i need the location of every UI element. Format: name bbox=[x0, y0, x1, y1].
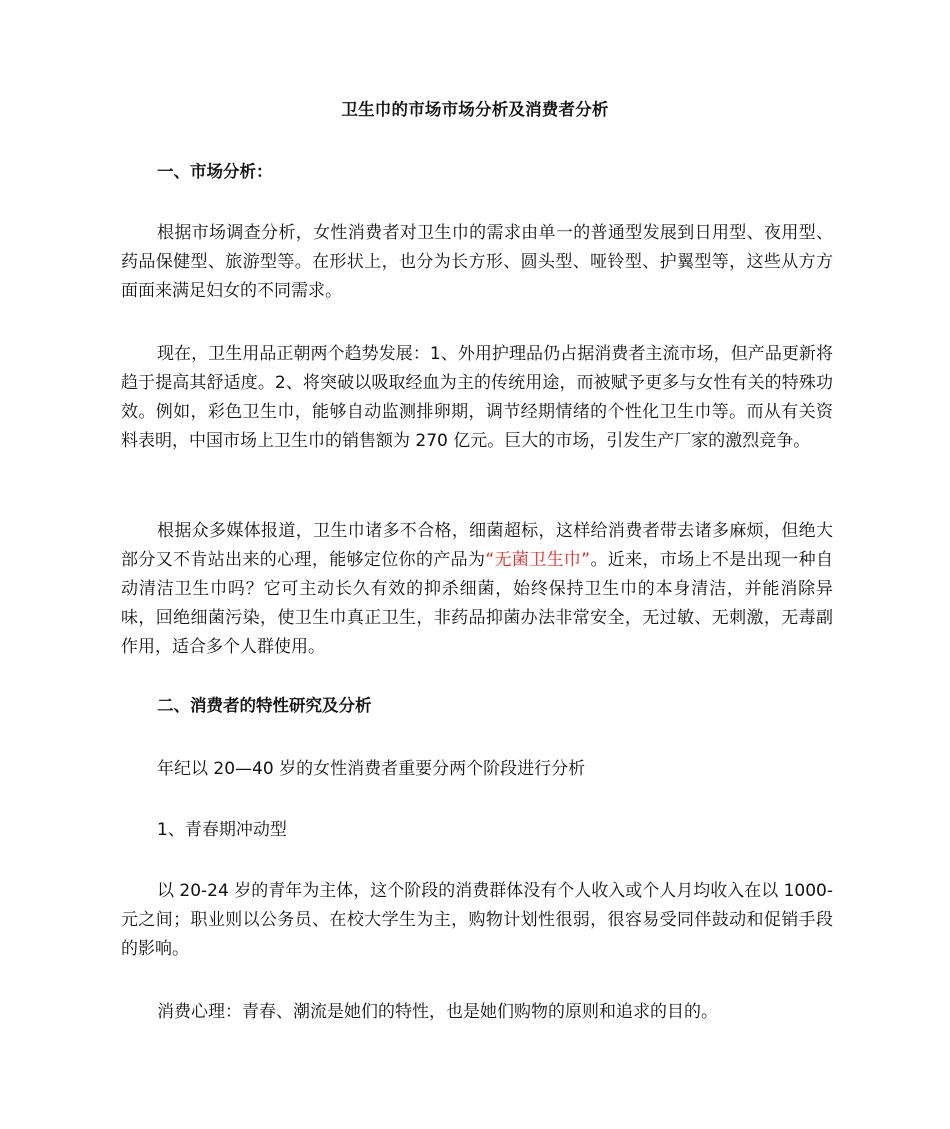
highlight-product-name: “无菌卫生巾” bbox=[485, 550, 591, 570]
paragraph-market-positioning bbox=[121, 517, 833, 662]
document-title: 卫生巾的市场市场分析及消费者分析 bbox=[341, 100, 609, 119]
paragraph-text-part: 。近来，市场上不是出现一种自动清洁卫生巾吗？它可主动长久有效的抑杀细菌，始终保持卫生巾的本身清洁，并能消除异味，回绝细菌污染，使卫生巾真正卫生，非药品抑菌办法非常安全，无过敏、无刺激，无毒副作用，适合多个人群使用。 bbox=[121, 550, 834, 657]
section-heading-market: 一、市场分析： bbox=[157, 162, 273, 181]
paragraph-market-trends: 现在，卫生用品正朝两个趋势发展：1、外用护理品仍占据消费者主流市场，但产品更新将趋于提高其舒适度。2、将突破以吸取经血为主的传统用途，而被赋予更多与女性有关的特殊功效。例如，彩色卫生巾，能够自动监测排卵期，调节经期情绪的个性化卫生巾等。而从有关资料表明，中国市场上卫生巾的销售额为 270 亿元。巨大的市场，引发生产厂家的激烈竞争。 bbox=[121, 344, 833, 451]
section-heading-consumer: 二、消费者的特性研究及分析 bbox=[157, 696, 372, 715]
paragraph-text-part: 根据众多媒体报道，卫生巾诸多不合格，细菌超标，这样给消费者带去诸多麻烦，但绝大部分又不肯站出来的心理，能够定位你的产品为 bbox=[121, 521, 833, 570]
paragraph-market-demand: 根据市场调查分析，女性消费者对卫生巾的需求由单一的普通型发展到日用型、夜用型、药品保健型、旅游型等。在形状上，也分为长方形、圆头型、哑铃型、护翼型等，这些从方方面面来满足妇女的不同需求。 bbox=[121, 223, 833, 301]
paragraph-consumer-psychology: 消费心理：青春、潮流是她们的特性，也是她们购物的原则和追求的目的。 bbox=[157, 1002, 718, 1022]
paragraph-consumer-intro: 年纪以 20—40 岁的女性消费者重要分两个阶段进行分析 bbox=[157, 759, 586, 779]
subheading-stage-one: 1、青春期冲动型 bbox=[157, 820, 287, 840]
paragraph-stage-one-detail: 以 20-24 岁的青年为主体，这个阶段的消费群体没有个人收入或个人月均收入在以 1000-元之间；职业则以公务员、在校大学生为主，购物计划性很弱，很容易受同伴鼓动和促销手段的影响。 bbox=[121, 881, 834, 959]
